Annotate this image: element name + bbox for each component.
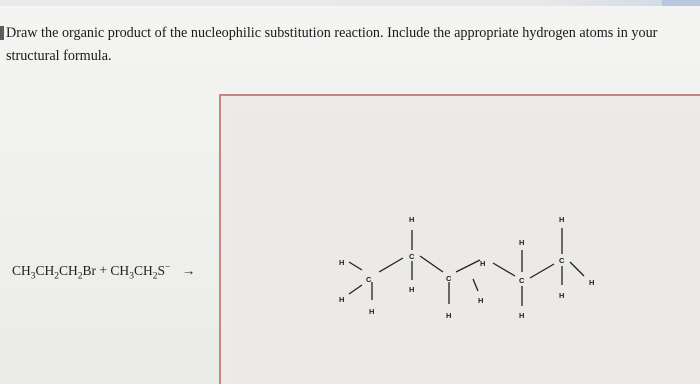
bond	[379, 258, 403, 272]
atom-h: H	[369, 307, 375, 316]
atom-h: H	[446, 311, 452, 320]
bond	[349, 285, 362, 294]
bond	[456, 260, 480, 272]
reactant-1: $CH_3CH_2CH_2Br$	[12, 262, 97, 282]
atom-h: H	[409, 285, 415, 294]
reactant-2: $CH_3CH_2S^-$	[110, 262, 171, 282]
atom-h: H	[339, 295, 345, 304]
atom-h: H	[559, 291, 565, 300]
atom-c: C	[519, 276, 525, 285]
plus-sign: +	[99, 262, 108, 278]
bonds	[349, 228, 584, 306]
atom-h: H	[519, 238, 525, 247]
bond	[530, 264, 554, 278]
bond	[570, 262, 584, 276]
question-text-content: Draw the organic product of the nucleophilic substitution reaction. Include the appropriate hydrogen atoms in your structural formula.	[6, 25, 658, 64]
atom-c: C	[366, 275, 372, 284]
atom-c: C	[446, 274, 452, 283]
atom-h: H	[478, 296, 484, 305]
reaction-arrow: →	[181, 262, 196, 278]
atom-h: H	[559, 215, 565, 224]
bond	[420, 256, 443, 272]
atom-c: C	[409, 252, 415, 261]
bond	[349, 262, 362, 270]
atom-c: C	[559, 256, 565, 265]
atom-h: H	[519, 311, 525, 320]
atom-h: H	[409, 215, 415, 224]
atom-h: H	[339, 258, 345, 267]
bond	[493, 263, 515, 276]
atom-h: H	[589, 278, 595, 287]
atom-h: H	[480, 259, 486, 268]
atoms	[339, 215, 594, 320]
bond	[473, 279, 478, 291]
